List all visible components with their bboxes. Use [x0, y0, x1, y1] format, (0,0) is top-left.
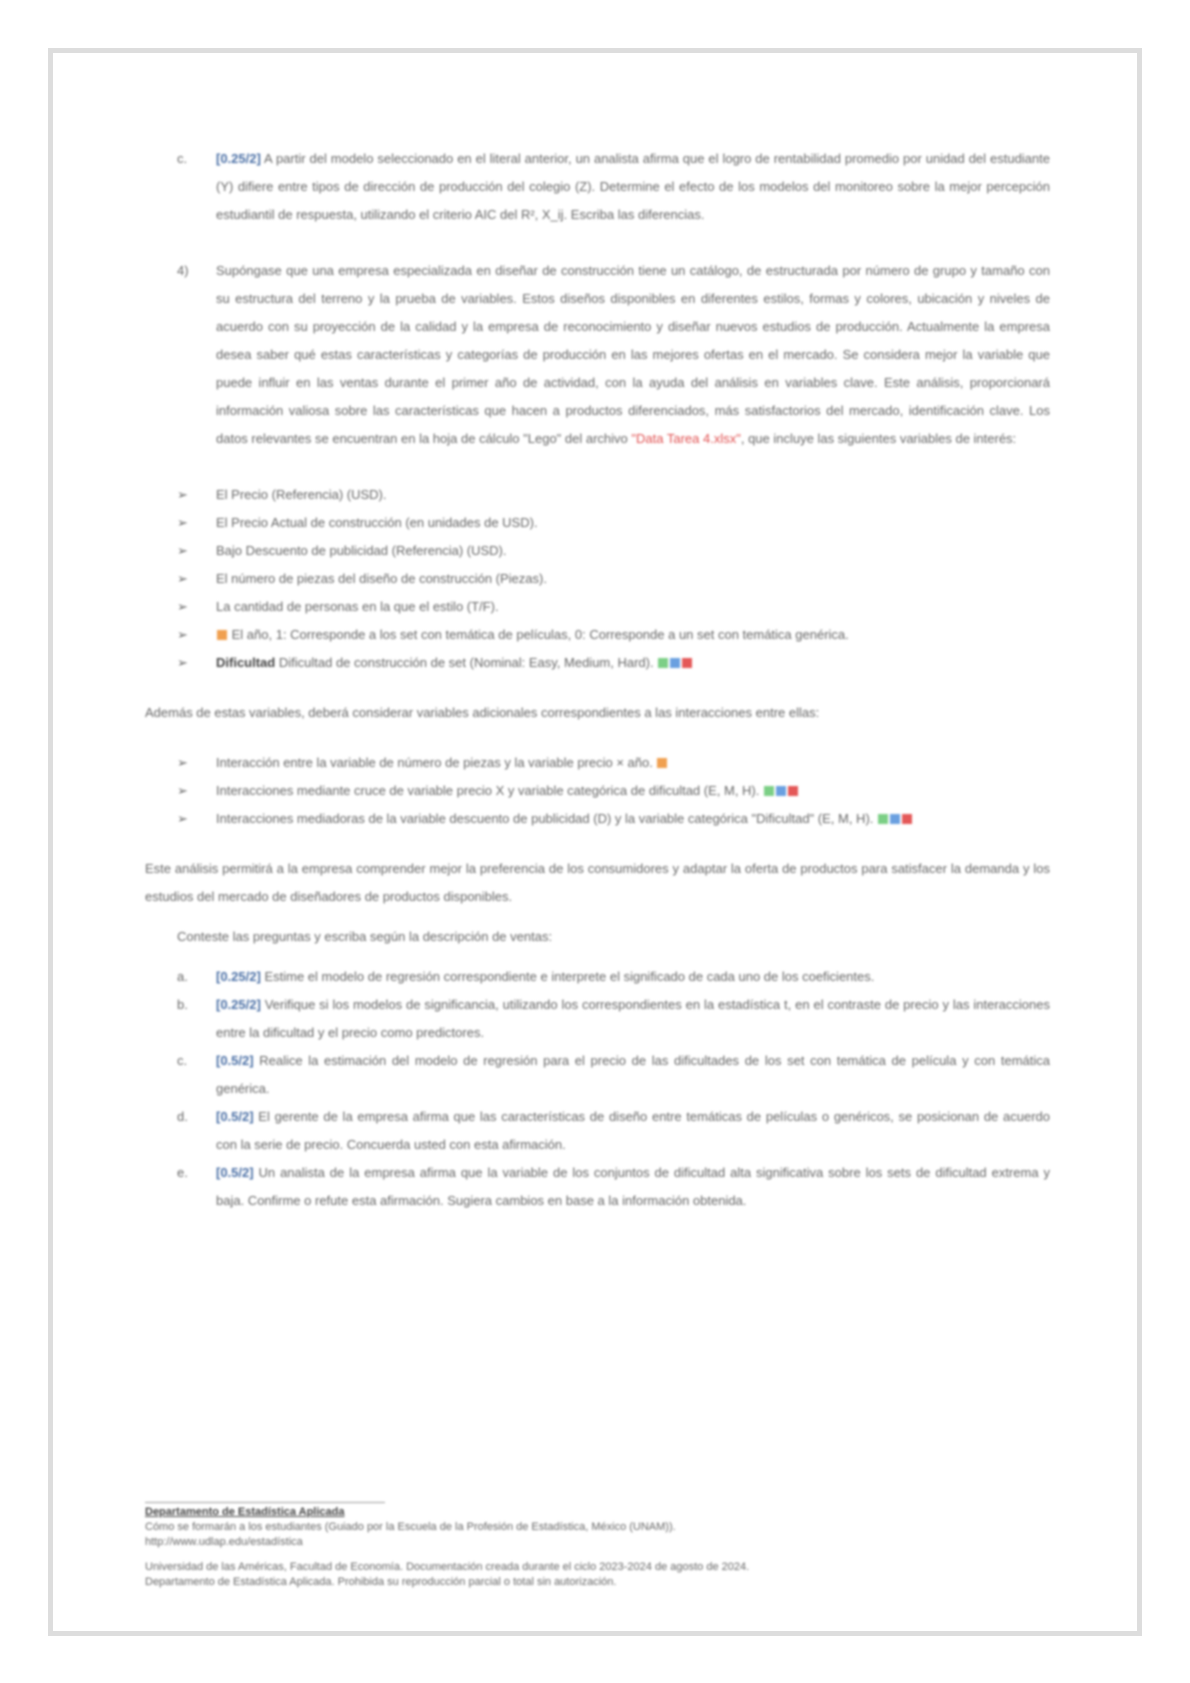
footer-note: Departamento de Estadística Aplicada. Prohibida su reproducción parcial o total sin autorización. — [145, 1576, 617, 1588]
item-text-tail: , que incluye las siguientes variables de interés: — [740, 431, 1017, 446]
red-square-icon — [902, 814, 912, 824]
question-text: Realice la estimación del modelo de regresión para el precio de las dificultades de los set con temática de película y con temática genérica. — [216, 1053, 1050, 1096]
interaction-item — [145, 777, 1050, 805]
paragraph-closing: Este análisis permitirá a la empresa comprender mejor la preferencia de los consumidores y adaptar la oferta de productos para satisfacer la demanda y los estudios del mercado de diseñadores de productos disponibles. — [145, 861, 1050, 904]
orange-marker-icon — [217, 630, 227, 640]
item-marker: c. — [177, 151, 188, 166]
bullet-text: El Precio Actual de construcción (en unidades de USD). — [216, 515, 538, 530]
bullet-item — [145, 593, 1050, 621]
score-ref: [0.5/2] — [216, 1165, 254, 1180]
bullet-icon: ➢ — [177, 655, 188, 670]
paragraph-questions-intro: Conteste las preguntas y escriba según la descripción de ventas: — [177, 929, 553, 944]
bullet-bold-label: Dificultad — [216, 655, 276, 670]
footer-note: Universidad de las Américas, Facultad de Economía. Documentación creada durante el ciclo 2023-2024 de agosto de 2024. — [145, 1561, 750, 1573]
bullet-item — [145, 565, 1050, 593]
bullet-item — [145, 537, 1050, 565]
item-c-top — [145, 145, 1050, 229]
green-square-icon — [764, 786, 774, 796]
bullet-icon: ➢ — [177, 543, 188, 558]
question-marker: d. — [177, 1109, 188, 1124]
bullet-icon: ➢ — [177, 599, 188, 614]
item-text: Supóngase que una empresa especializada en diseñar de construcción tiene un catálogo, de estructurada por número de grupo y tamaño con su estructura del terreno y la prueba de variables. Estos diseños disponibles en diferentes estilos, formas y colores, ubicación y niveles de acuerdo con su proyección de la calidad y la empresa de reconocimiento y diseñar nuevos estudios de producción. Actualmente la empresa desea saber qué estas características y categorías de producción en las mejores ofertas en el mercado. Se considera mejor la variable que puede influir en las ventas durante el primer año de actividad, con la ayuda del análisis en variables clave. Este análisis, proporcionará información valiosa sobre las características que hacen a productos diferenciados, más satisfactorios del mercado, identificación clave. Los datos relevantes se encuentran en la hoja de cálculo "Lego" del archivo — [216, 263, 1050, 446]
green-square-icon — [658, 658, 668, 668]
red-square-icon — [682, 658, 692, 668]
data-file-link[interactable]: "Data Tarea 4.xlsx" — [631, 431, 741, 446]
question-marker: a. — [177, 969, 188, 984]
question-text: Estime el modelo de regresión correspondiente e interprete el significado de cada uno de los coeficientes. — [264, 969, 875, 984]
bullet-text: Bajo Descuento de publicidad (Referencia) (USD). — [216, 543, 507, 558]
bullet-icon: ➢ — [177, 571, 188, 586]
question-text: El gerente de la empresa afirma que las características de diseño entre temáticas de películas o genéricos, se posicionan de acuerdo con la serie de precio. Concuerda usted con esta afirmación. — [216, 1109, 1050, 1152]
question-item — [145, 1159, 1050, 1215]
bullet-text: El Precio (Referencia) (USD). — [216, 487, 387, 502]
footer-link[interactable]: http://www.udlap.edu/estadística — [145, 1536, 303, 1548]
footer-line: Cómo se formarán a los estudiantes (Guiado por la Escuela de la Profesión de Estadística, México (UNAM)). — [145, 1521, 676, 1533]
bullet-item — [145, 481, 1050, 509]
question-item — [145, 1103, 1050, 1159]
item-text: A partir del modelo seleccionado en el literal anterior, un analista afirma que el logro de rentabilidad promedio por unidad del estudiante (Y) difiere entre tipos de dirección de producción del colegio (Z). Determine el efecto de los modelos del monitoreo sobre la mejor percepción estudiantil de respuesta, utilizando el criterio AIC del R², X_ij. Escriba las diferencias. — [216, 151, 1050, 222]
interaction-text: Interacción entre la variable de número de piezas y la variable precio × año. — [216, 755, 653, 770]
green-square-icon — [878, 814, 888, 824]
bullet-text: Dificultad de construcción de set (Nominal: Easy, Medium, Hard). — [278, 655, 654, 670]
question-item — [145, 1047, 1050, 1103]
blue-square-icon — [670, 658, 680, 668]
question-marker: c. — [177, 1053, 188, 1068]
item-4 — [145, 257, 1050, 453]
score-ref: [0.5/2] — [216, 1053, 254, 1068]
bullet-text: El número de piezas del diseño de construcción (Piezas). — [216, 571, 547, 586]
question-item — [145, 991, 1050, 1047]
bullet-icon: ➢ — [177, 515, 188, 530]
score-ref: [0.25/2] — [216, 969, 261, 984]
footer-divider — [145, 1502, 385, 1503]
bullet-item — [145, 509, 1050, 537]
bullet-icon: ➢ — [177, 811, 188, 826]
bullet-icon: ➢ — [177, 755, 188, 770]
orange-square-icon — [657, 758, 667, 768]
bullet-icon: ➢ — [177, 783, 188, 798]
bullet-text: La cantidad de personas en la que el estilo (T/F). — [216, 599, 499, 614]
score-ref: [0.25/2] — [216, 151, 261, 166]
blue-square-icon — [776, 786, 786, 796]
question-item — [145, 963, 1050, 991]
red-square-icon — [788, 786, 798, 796]
footer-title: Departamento de Estadística Aplicada — [145, 1506, 345, 1518]
bullet-item — [145, 649, 1050, 677]
question-marker: b. — [177, 997, 188, 1012]
question-text: Un analista de la empresa afirma que la variable de los conjuntos de dificultad alta significativa sobre los sets de dificultad extrema y baja. Confirme o refute esta afirmación. Sugiera cambios en base a la información obtenida. — [216, 1165, 1050, 1208]
bullet-icon: ➢ — [177, 487, 188, 502]
interaction-item — [145, 805, 1050, 833]
score-ref: [0.5/2] — [216, 1109, 254, 1124]
interaction-text: Interacciones mediadoras de la variable descuento de publicidad (D) y la variable categórica "Dificultad" (E, M, H). — [216, 811, 874, 826]
question-text: Verifique si los modelos de significancia, utilizando los correspondientes en la estadística t, en el contraste de precio y las interacciones entre la dificultad y el precio como predictores. — [216, 997, 1050, 1040]
score-ref: [0.25/2] — [216, 997, 261, 1012]
interaction-text: Interacciones mediante cruce de variable precio X y variable categórica de dificultad (E, M, H). — [216, 783, 760, 798]
interaction-item — [145, 749, 1050, 777]
bullet-item — [145, 621, 1050, 649]
question-marker: e. — [177, 1165, 188, 1180]
blue-square-icon — [890, 814, 900, 824]
bullet-icon: ➢ — [177, 627, 188, 642]
bullet-text: El año, 1: Corresponde a los set con temática de películas, 0: Corresponde a un set con temática genérica. — [231, 627, 849, 642]
page-footer — [145, 1502, 1050, 1590]
item-marker: 4) — [177, 263, 189, 278]
document-body — [145, 145, 1050, 1215]
paragraph-interactions-intro: Además de estas variables, deberá considerar variables adicionales correspondientes a las interacciones entre ellas: — [145, 705, 820, 720]
